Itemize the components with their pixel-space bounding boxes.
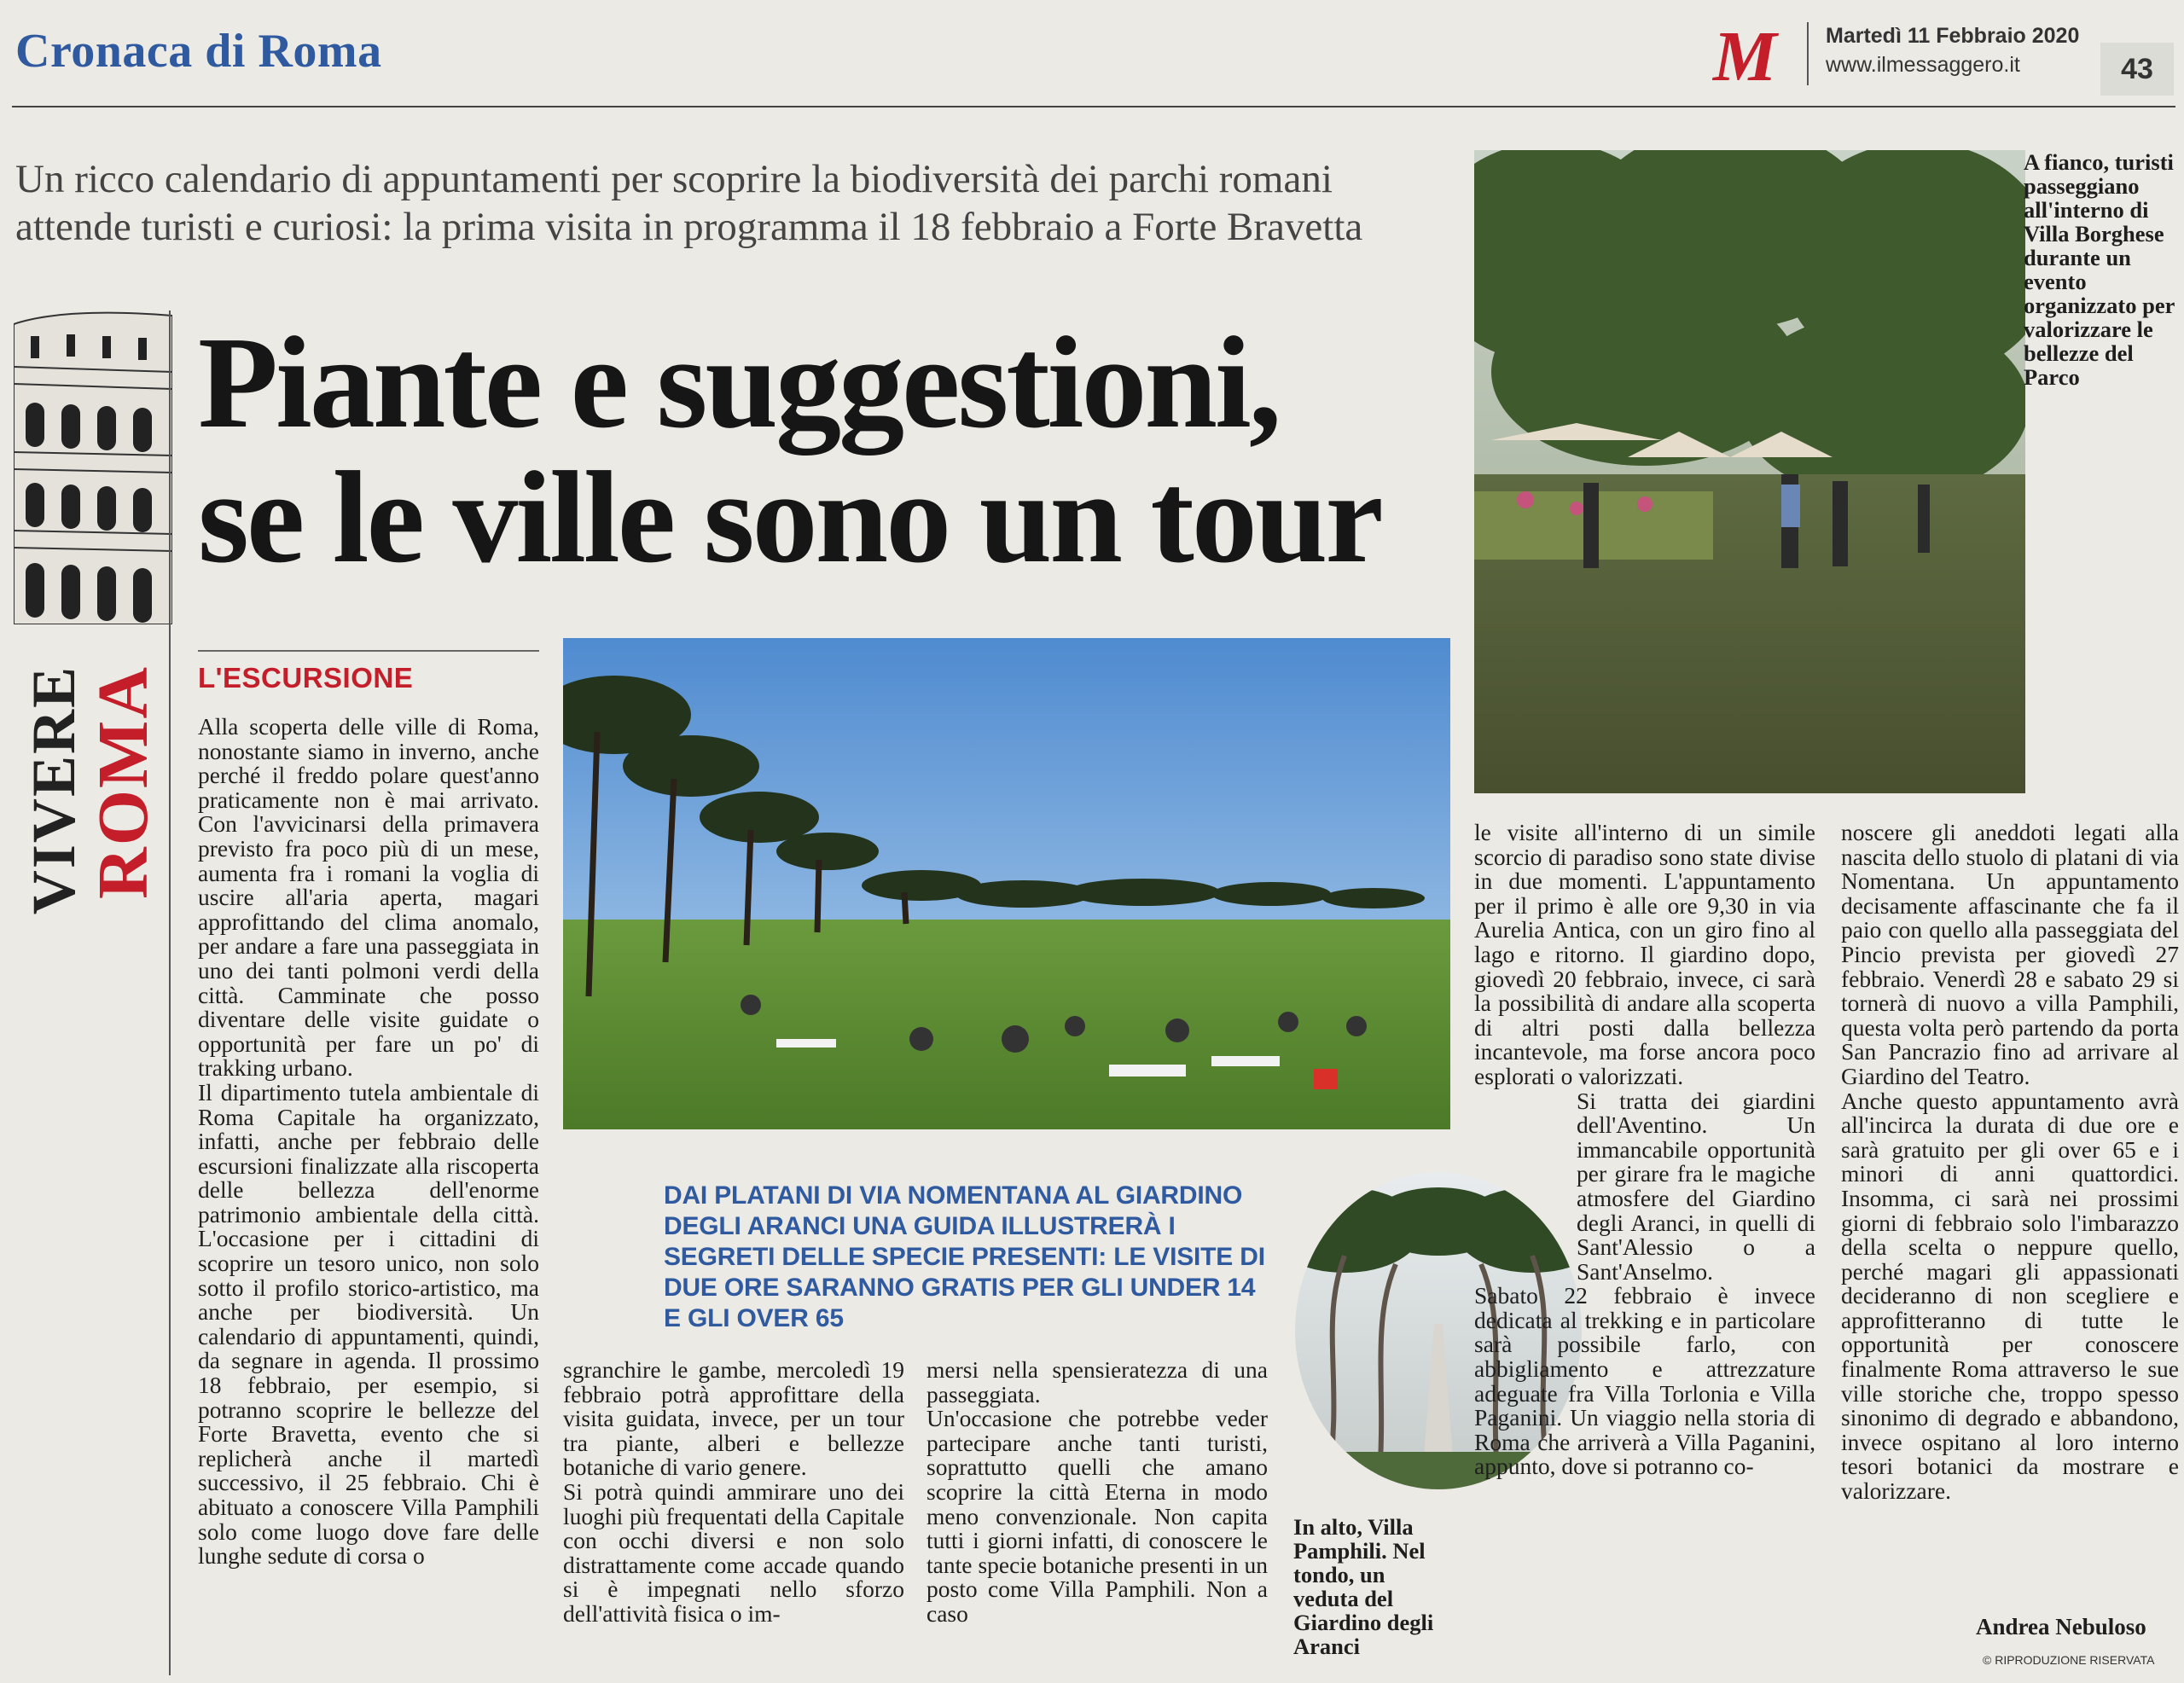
kicker-rule: [198, 650, 539, 652]
paragraph: Alla scoperta delle ville di Roma, nonostante siamo in inverno, anche perché il freddo polare quest'anno praticamente non è mai arrivato. Con l'avvicinarsi della primavera previsto fra poco più di un mese, aumenta fra i romani la voglia di uscire all'aria aperta, magari approfittando del clima anomalo, per andare a fare una passeggiata in uno dei tanti polmoni verdi della città. Camminate che posso diventare delle visite guidate o opportunità per fare un po' di trakking urbano.: [198, 713, 539, 1082]
banner-roma: ROMA: [84, 665, 163, 899]
pull-quote: DAI PLATANI DI VIA NOMENTANA AL GIARDINO DEGLI ARANCI UNA GUIDA ILLUSTRERÀ I SEGRETI DELLE SPECIE PRESENTI: LE VISITE DI DUE ORE SARANNO GRATIS PER GLI UNDER 14 E GLI OVER 65: [664, 1181, 1265, 1332]
text-column-4: [1474, 821, 1815, 1479]
paragraph: noscere gli aneddoti legati alla nascita dello stuolo di platani di via Nomentana. Un appuntamento decisamente affascinante che fa il paio con quello alla passeggiata del Pincio prevista per giovedì 27 febbraio. Venerdì 28 e sabato 29 si tornerà di nuovo a villa Pamphili, questa volta però partendo da porta San Pancrazio fino ad arrivare al Giardino del Teatro.: [1841, 819, 2179, 1089]
headline-line-2: se le ville sono un tour: [198, 445, 1381, 590]
text-column-3: [926, 1358, 1268, 1627]
article-subtitle: [15, 155, 1466, 251]
paragraph: Si potrà quindi ammirare uno dei luoghi più frequentati della Capitale con occhi diversi e non solo distrattamente come accade quando si è impegnati nello sforzo dell'attività fisica o im-: [563, 1477, 904, 1627]
vivere-roma-banner: [19, 665, 163, 921]
paragraph: mersi nella spensieratezza di una passeggiata.: [926, 1356, 1268, 1407]
colosseum-illustration: [14, 307, 172, 624]
copyright-notice: © RIPRODUZIONE RISERVATA: [1983, 1653, 2155, 1667]
text-column-1: [198, 715, 539, 1569]
paragraph: Sabato 22 febbraio è invece dedicata al trekking e in particolare sarà possibile farlo, con abbigliamento e attrezzature adeguate fra Villa Torlonia e Villa Paganini. Un viaggio nella storia di Roma che arriverà a Villa Paganini, appunto, dove si potranno co-: [1474, 1282, 1815, 1480]
photo-caption-bottom: In alto, Villa Pamphili. Nel tondo, un veduta del Giardino degli Aranci: [1293, 1514, 1434, 1659]
paragraph: le visite all'interno di un simile scorcio di paradiso sono state divise in due momenti. L'appuntamento per il primo è alle ore 9,30 in via Aurelia Antica, con un giro fino al lago e ritorno. Il giardino dopo, giovedì 20 febbraio, invece, ci sarà la possibilità di andare alla scoperta di altri posti dalla bellezza incantevole, ma forse ancora poco esplorati o valorizzati.: [1474, 819, 1815, 1089]
author-byline: Andrea Nebuloso: [1976, 1614, 2146, 1639]
issue-date: Martedì 11 Febbraio 2020: [1826, 24, 2080, 48]
paragraph: Si tratta dei giardini dell'Aventino. Un immancabile opportunità per girare fra le magiche atmosfere del Giardino degli Aranci, in quelli di Sant'Alessio o a Sant'Anselmo.: [1577, 1087, 1815, 1285]
headline-line-1: Piante e suggestioni,: [198, 310, 1280, 456]
villa-borghese-photo: [1474, 150, 2025, 793]
text-column-5: [1841, 821, 2179, 1504]
paragraph: Un'occasione che potrebbe veder partecipare anche tanti turisti, soprattutto quelli che amano scoprire la città Eterna in modo meno convenzionale. Non capita tutti i giorni infatti, di conoscere le tante specie botaniche presenti in un posto come Villa Pamphili. Non a caso: [926, 1405, 1268, 1627]
newspaper-logo: M: [1713, 17, 1777, 96]
banner-vivere: VIVERE: [20, 665, 88, 915]
paragraph: sgranchire le gambe, mercoledì 19 febbraio potrà approfittare della visita guidata, invece, per un tour tra piante, alberi e bellezze botaniche di vario genere.: [563, 1356, 904, 1481]
villa-pamphili-photo: [563, 638, 1450, 1129]
photo-caption-top-right: A fianco, turisti passeggiano all'interno di Villa Borghese durante un evento organizzato per valorizzare le bellezze del Parco: [2024, 149, 2175, 390]
header-separator: [1807, 22, 1809, 85]
section-title: Cronaca di Roma: [15, 25, 382, 78]
article-headline: [198, 310, 1478, 590]
header-rule: [12, 106, 2175, 107]
paragraph: Anche questo appuntamento avrà all'incirca la durata di due ore e sarà gratuito per gli over 65 e i minori di anni quattordici. Insomma, ci sarà nei prossimi giorni di febbraio solo l'imbarazzo della scelta o neppure quello, perché magari gli appassionati decideranno di non scegliere e approfitteranno di tutte le opportunità per conoscere finalmente Roma attraverso le sue ville storiche che, troppo spesso sinonimo di degrado e abbandono, invece ospitano al loro interno tesori botanici da mostrare e valorizzare.: [1841, 1087, 2179, 1505]
subtitle-line-1: Un ricco calendario di appuntamenti per scoprire la biodiversità dei parchi romani: [15, 157, 1333, 201]
text-column-2: [563, 1358, 904, 1627]
page-number: 43: [2100, 43, 2174, 96]
website-link[interactable]: www.ilmessaggero.it: [1826, 53, 2020, 77]
side-rule: [169, 310, 171, 1675]
paragraph: Il dipartimento tutela ambientale di Roma Capitale ha organizzato, infatti, anche per febbraio delle escursioni finalizzate alla riscoperta delle bellezza dell'enorme patrimonio ambientale della città. L'occasione per i cittadini di scoprire un tesoro unico, non solo sotto il profilo storico-artistico, ma anche per biodiversità. Un calendario di appuntamenti, quindi, da segnare in agenda. Il prossimo 18 febbraio, per esempio, si potranno scoprire le bellezze del Forte Bravetta, evento che si replicherà anche il martedì successivo, il 25 febbraio. Chi è abituato a conoscere Villa Pamphili solo come luogo dove fare delle lunghe sedute di corsa o: [198, 1078, 539, 1570]
article-kicker: L'ESCURSIONE: [198, 662, 414, 694]
subtitle-line-2: attende turisti e curiosi: la prima visita in programma il 18 febbraio a Forte Bravetta: [15, 205, 1363, 249]
